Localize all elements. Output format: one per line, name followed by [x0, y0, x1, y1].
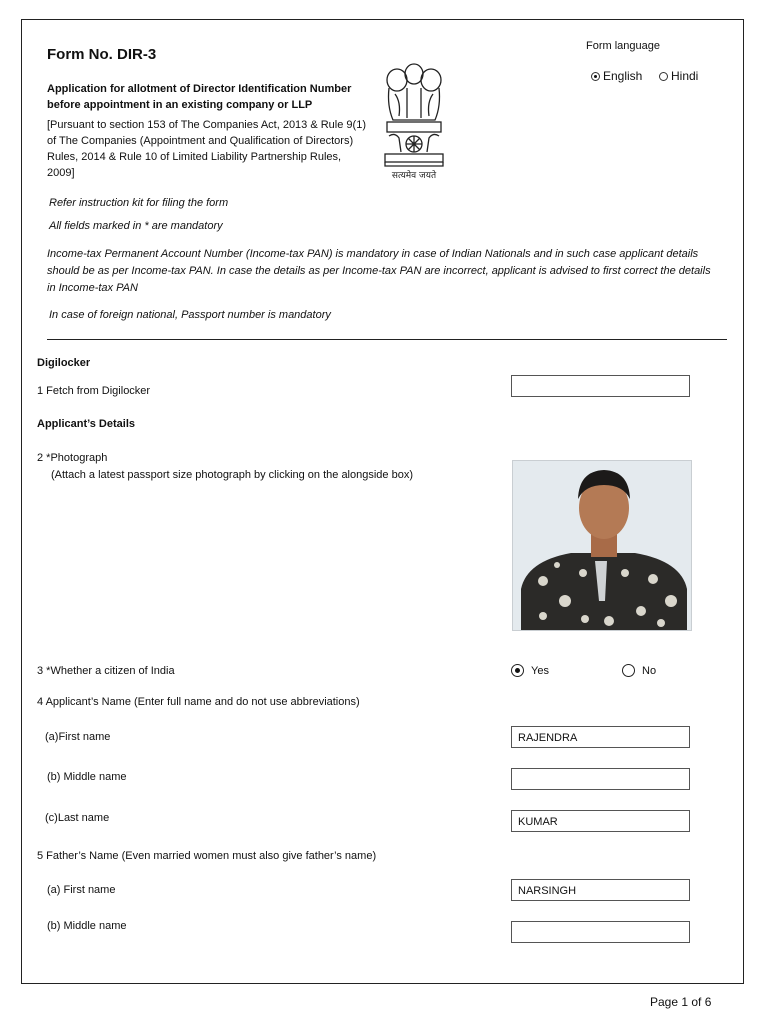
father-middle-name-label: (b) Middle name	[47, 920, 127, 932]
father-middle-name-field[interactable]	[511, 921, 690, 943]
fetch-digilocker-field[interactable]	[511, 375, 690, 397]
father-first-name-label: (a) First name	[47, 884, 116, 896]
middle-name-label: (b) Middle name	[47, 771, 127, 783]
instruction-pan-note: Income-tax Permanent Account Number (Income-tax PAN) is mandatory in case of Indian Nationals and in such case applicant details should be as per Income-tax PAN. In case the details as per Income-tax PAN are incorrect, applicant is advised to first correct the details in Income-tax PAN	[47, 248, 711, 294]
page-number: Page 1 of 6	[650, 995, 712, 1009]
last-name-field[interactable]: KUMAR	[511, 810, 690, 832]
photograph-upload-box[interactable]	[512, 460, 692, 631]
form-language-label: Form language	[586, 40, 660, 52]
father-name-heading: 5 Father’s Name (Even married women must also give father’s name)	[37, 850, 377, 862]
instruction-mandatory: All fields marked in * are mandatory	[49, 220, 223, 232]
instruction-foreign: In case of foreign national, Passport number is mandatory	[49, 309, 331, 321]
language-radio-english[interactable]	[591, 72, 600, 81]
applicant-section-title: Applicant’s Details	[37, 418, 136, 430]
first-name-label: (a)First name	[45, 731, 111, 743]
applicant-name-heading: 4 Applicant’s Name (Enter full name and do not use abbreviations)	[37, 696, 360, 708]
national-emblem	[377, 58, 451, 184]
language-radio-hindi[interactable]	[659, 72, 668, 81]
citizen-option-yes[interactable]: Yes	[511, 664, 549, 677]
first-name-field[interactable]: RAJENDRA	[511, 726, 690, 748]
application-title: Application for allotment of Director Identification Number before appointment in an existing company or LLP	[47, 83, 352, 111]
citizen-radio-no[interactable]	[622, 664, 635, 677]
header-divider	[47, 339, 727, 340]
last-name-label: (c)Last name	[45, 812, 110, 824]
fetch-digilocker-label: 1 Fetch from Digilocker	[37, 385, 151, 397]
citizen-label: 3 *Whether a citizen of India	[37, 665, 175, 677]
middle-name-field[interactable]	[511, 768, 690, 790]
pursuant-text: [Pursuant to section 153 of The Companies Act, 2013 & Rule 9(1) of The Companies (Appointment and Qualification of Directors) Rules, 2014 & Rule 10 of Limited Liability Partnership Rules, 2009]	[47, 119, 366, 179]
father-first-name-field[interactable]: NARSINGH	[511, 879, 690, 901]
photograph-label: 2 *Photograph	[37, 452, 108, 464]
applicant-photo	[513, 461, 692, 631]
instruction-refer: Refer instruction kit for filing the form	[49, 197, 229, 209]
citizen-radio-yes[interactable]	[511, 664, 524, 677]
language-option-english[interactable]: English	[591, 69, 642, 83]
photograph-hint: (Attach a latest passport size photograph by clicking on the alongside box)	[51, 469, 413, 481]
form-number-title: Form No. DIR-3	[47, 46, 157, 63]
language-option-hindi[interactable]: Hindi	[659, 69, 698, 83]
citizen-option-no[interactable]: No	[622, 664, 656, 677]
svg-text:सत्यमेव जयते: सत्यमेव जयते	[391, 171, 437, 181]
digilocker-section-title: Digilocker	[37, 357, 91, 369]
emblem-icon	[377, 58, 451, 184]
